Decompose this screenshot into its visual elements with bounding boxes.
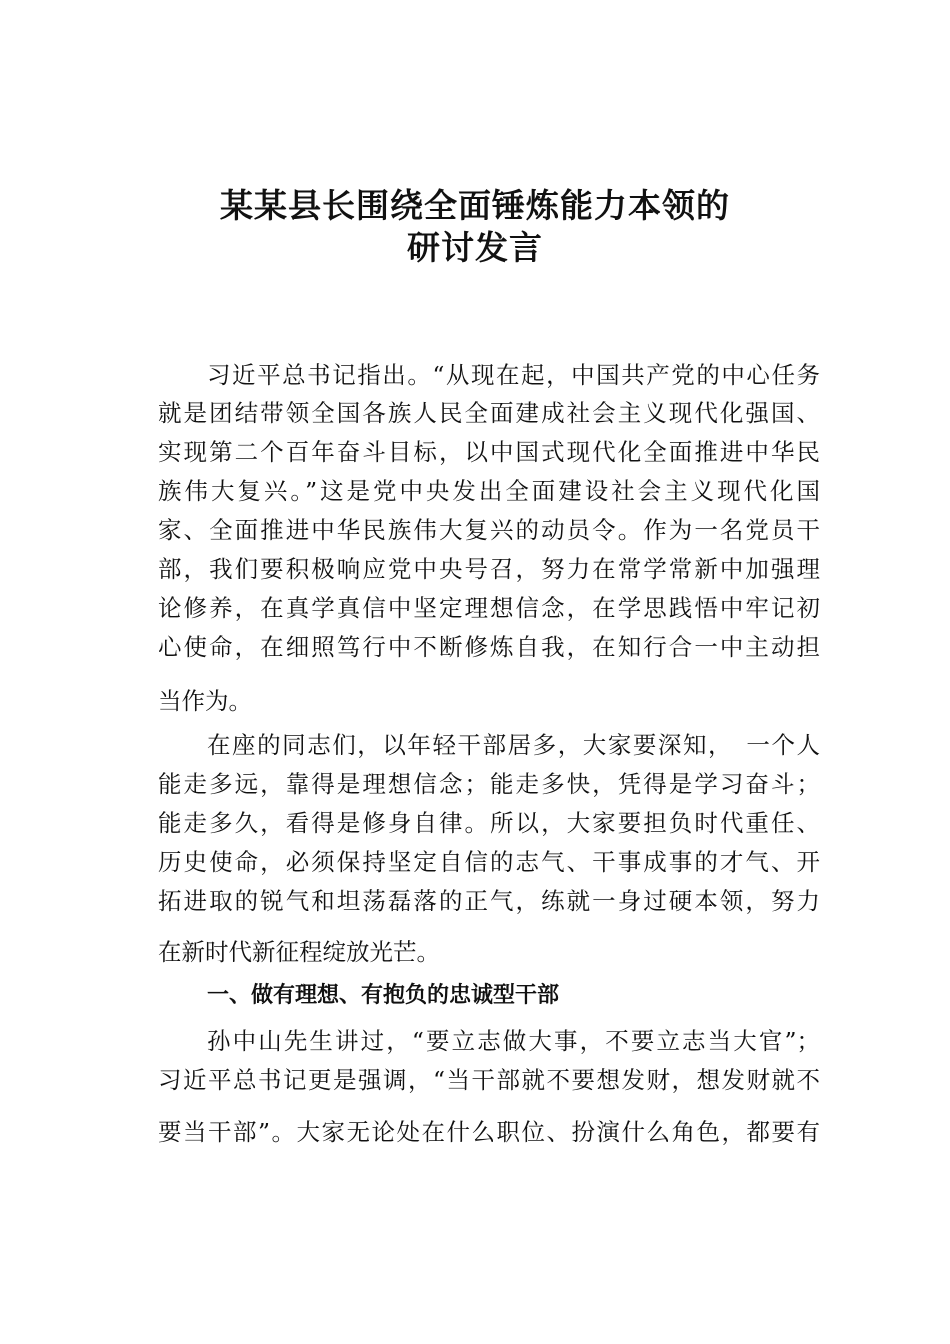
paragraph-3-line: 习近平总书记更是强调，“当干部就不要想发财，想发财就不 <box>158 1066 820 1094</box>
paragraph-1-line: 实现第二个百年奋斗目标，以中国式现代化全面推进中华民 <box>158 438 820 466</box>
section-heading: 一、做有理想、有抱负的忠诚型干部 <box>207 983 560 1008</box>
paragraph-2-line: 历史使命，必须保持坚定自信的志气、干事成事的才气、开 <box>158 848 820 876</box>
document-title-line-2: 研讨发言 <box>407 228 543 267</box>
paragraph-2-line: 能走多远，靠得是理想信念；能走多快，凭得是学习奋斗； <box>158 770 820 798</box>
document-title-line-1: 某某县长围绕全面锤炼能力本领的 <box>220 186 730 225</box>
paragraph-1-line: 当作为。 <box>158 687 252 715</box>
paragraph-2-line: 在座的同志们，以年轻干部居多，大家要深知， 一个人 <box>207 731 820 759</box>
paragraph-1-line: 就是团结带领全国各族人民全面建成社会主义现代化强国、 <box>158 399 820 427</box>
paragraph-1-line: 心使命，在细照笃行中不断修炼自我，在知行合一中主动担 <box>158 633 820 661</box>
paragraph-1-line: 习近平总书记指出。“从现在起，中国共产党的中心任务 <box>207 361 820 389</box>
paragraph-1-line: 部，我们要积极响应党中央号召，努力在常学常新中加强理 <box>158 555 820 583</box>
paragraph-3-line: 要当干部”。大家无论处在什么职位、扮演什么角色，都要有 <box>158 1118 820 1146</box>
paragraph-1-line: 论修养，在真学真信中坚定理想信念，在学思践悟中牢记初 <box>158 594 820 622</box>
paragraph-3-line: 孙中山先生讲过，“要立志做大事，不要立志当大官”； <box>207 1027 820 1055</box>
paragraph-2-line: 在新时代新征程绽放光芒。 <box>158 938 440 966</box>
paragraph-2-line: 能走多久，看得是修身自律。所以，大家要担负时代重任、 <box>158 809 820 837</box>
paragraph-1-line: 家、全面推进中华民族伟大复兴的动员令。作为一名党员干 <box>158 516 820 544</box>
paragraph-1-line: 族伟大复兴。”这是党中央发出全面建设社会主义现代化国 <box>158 477 820 505</box>
paragraph-2-line: 拓进取的锐气和坦荡磊落的正气，练就一身过硬本领，努力 <box>158 887 820 915</box>
